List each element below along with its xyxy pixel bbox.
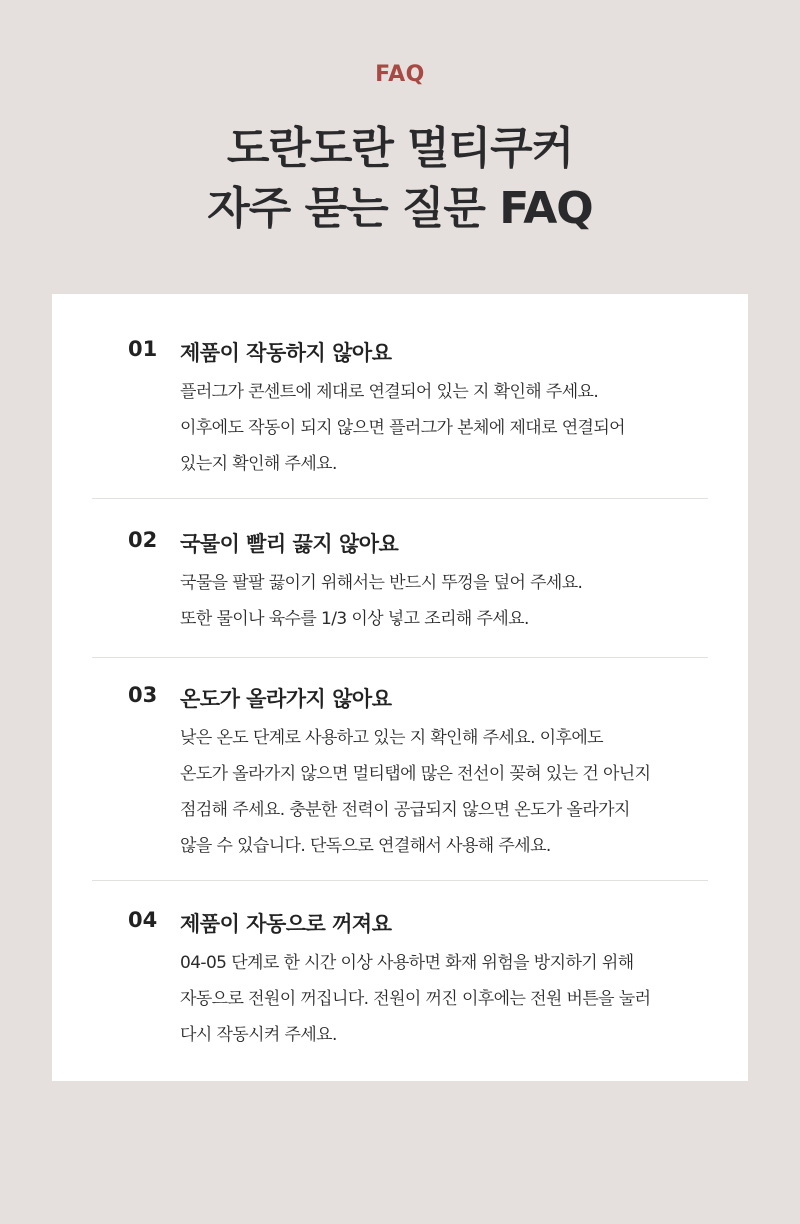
faq-answer-line: 플러그가 콘센트에 제대로 연결되어 있는 지 확인해 주세요. bbox=[180, 382, 599, 402]
faq-question: 온도가 올라가지 않아요 bbox=[180, 687, 392, 711]
faq-answer-line: 있는지 확인해 주세요. bbox=[180, 454, 337, 474]
faq-answer-line: 자동으로 전원이 꺼집니다. 전원이 꺼진 이후에는 전원 버튼을 눌러 bbox=[180, 989, 651, 1009]
faq-answer-line: 다시 작동시켜 주세요. bbox=[180, 1025, 337, 1045]
faq-card bbox=[52, 294, 748, 1081]
faq-answer bbox=[180, 720, 700, 864]
faq-answer-line: 낮은 온도 단계로 사용하고 있는 지 확인해 주세요. 이후에도 bbox=[180, 728, 603, 748]
faq-divider bbox=[92, 880, 708, 881]
faq-answer-line: 국물을 팔팔 끓이기 위해서는 반드시 뚜껑을 덮어 주세요. bbox=[180, 573, 583, 593]
faq-question: 제품이 자동으로 꺼져요 bbox=[180, 912, 392, 936]
faq-answer-line: 점검해 주세요. 충분한 전력이 공급되지 않으면 온도가 올라가지 bbox=[180, 800, 630, 820]
faq-answer-line: 않을 수 있습니다. 단독으로 연결해서 사용해 주세요. bbox=[180, 836, 551, 856]
faq-question: 제품이 작동하지 않아요 bbox=[180, 341, 392, 365]
faq-answer-line: 04-05 단계로 한 시간 이상 사용하면 화재 위험을 방지하기 위해 bbox=[180, 953, 634, 973]
faq-answer bbox=[180, 565, 700, 637]
page-title-line-1: 도란도란 멀티쿠커 bbox=[226, 123, 574, 174]
faq-eyebrow: FAQ bbox=[375, 62, 425, 87]
page-title-line-2: 자주 묻는 질문 FAQ bbox=[207, 183, 593, 234]
faq-number: 04 bbox=[128, 908, 158, 932]
faq-divider bbox=[92, 657, 708, 658]
faq-divider bbox=[92, 498, 708, 499]
faq-answer bbox=[180, 945, 700, 1053]
faq-answer-line: 이후에도 작동이 되지 않으면 플러그가 본체에 제대로 연결되어 bbox=[180, 418, 625, 438]
faq-answer-line: 온도가 올라가지 않으면 멀티탭에 많은 전선이 꽂혀 있는 건 아닌지 bbox=[180, 764, 651, 784]
faq-question: 국물이 빨리 끓지 않아요 bbox=[180, 532, 399, 556]
faq-number: 01 bbox=[128, 337, 158, 361]
faq-answer bbox=[180, 374, 700, 482]
faq-number: 03 bbox=[128, 683, 158, 707]
faq-answer-line: 또한 물이나 육수를 1/3 이상 넣고 조리해 주세요. bbox=[180, 609, 529, 629]
faq-number: 02 bbox=[128, 528, 158, 552]
